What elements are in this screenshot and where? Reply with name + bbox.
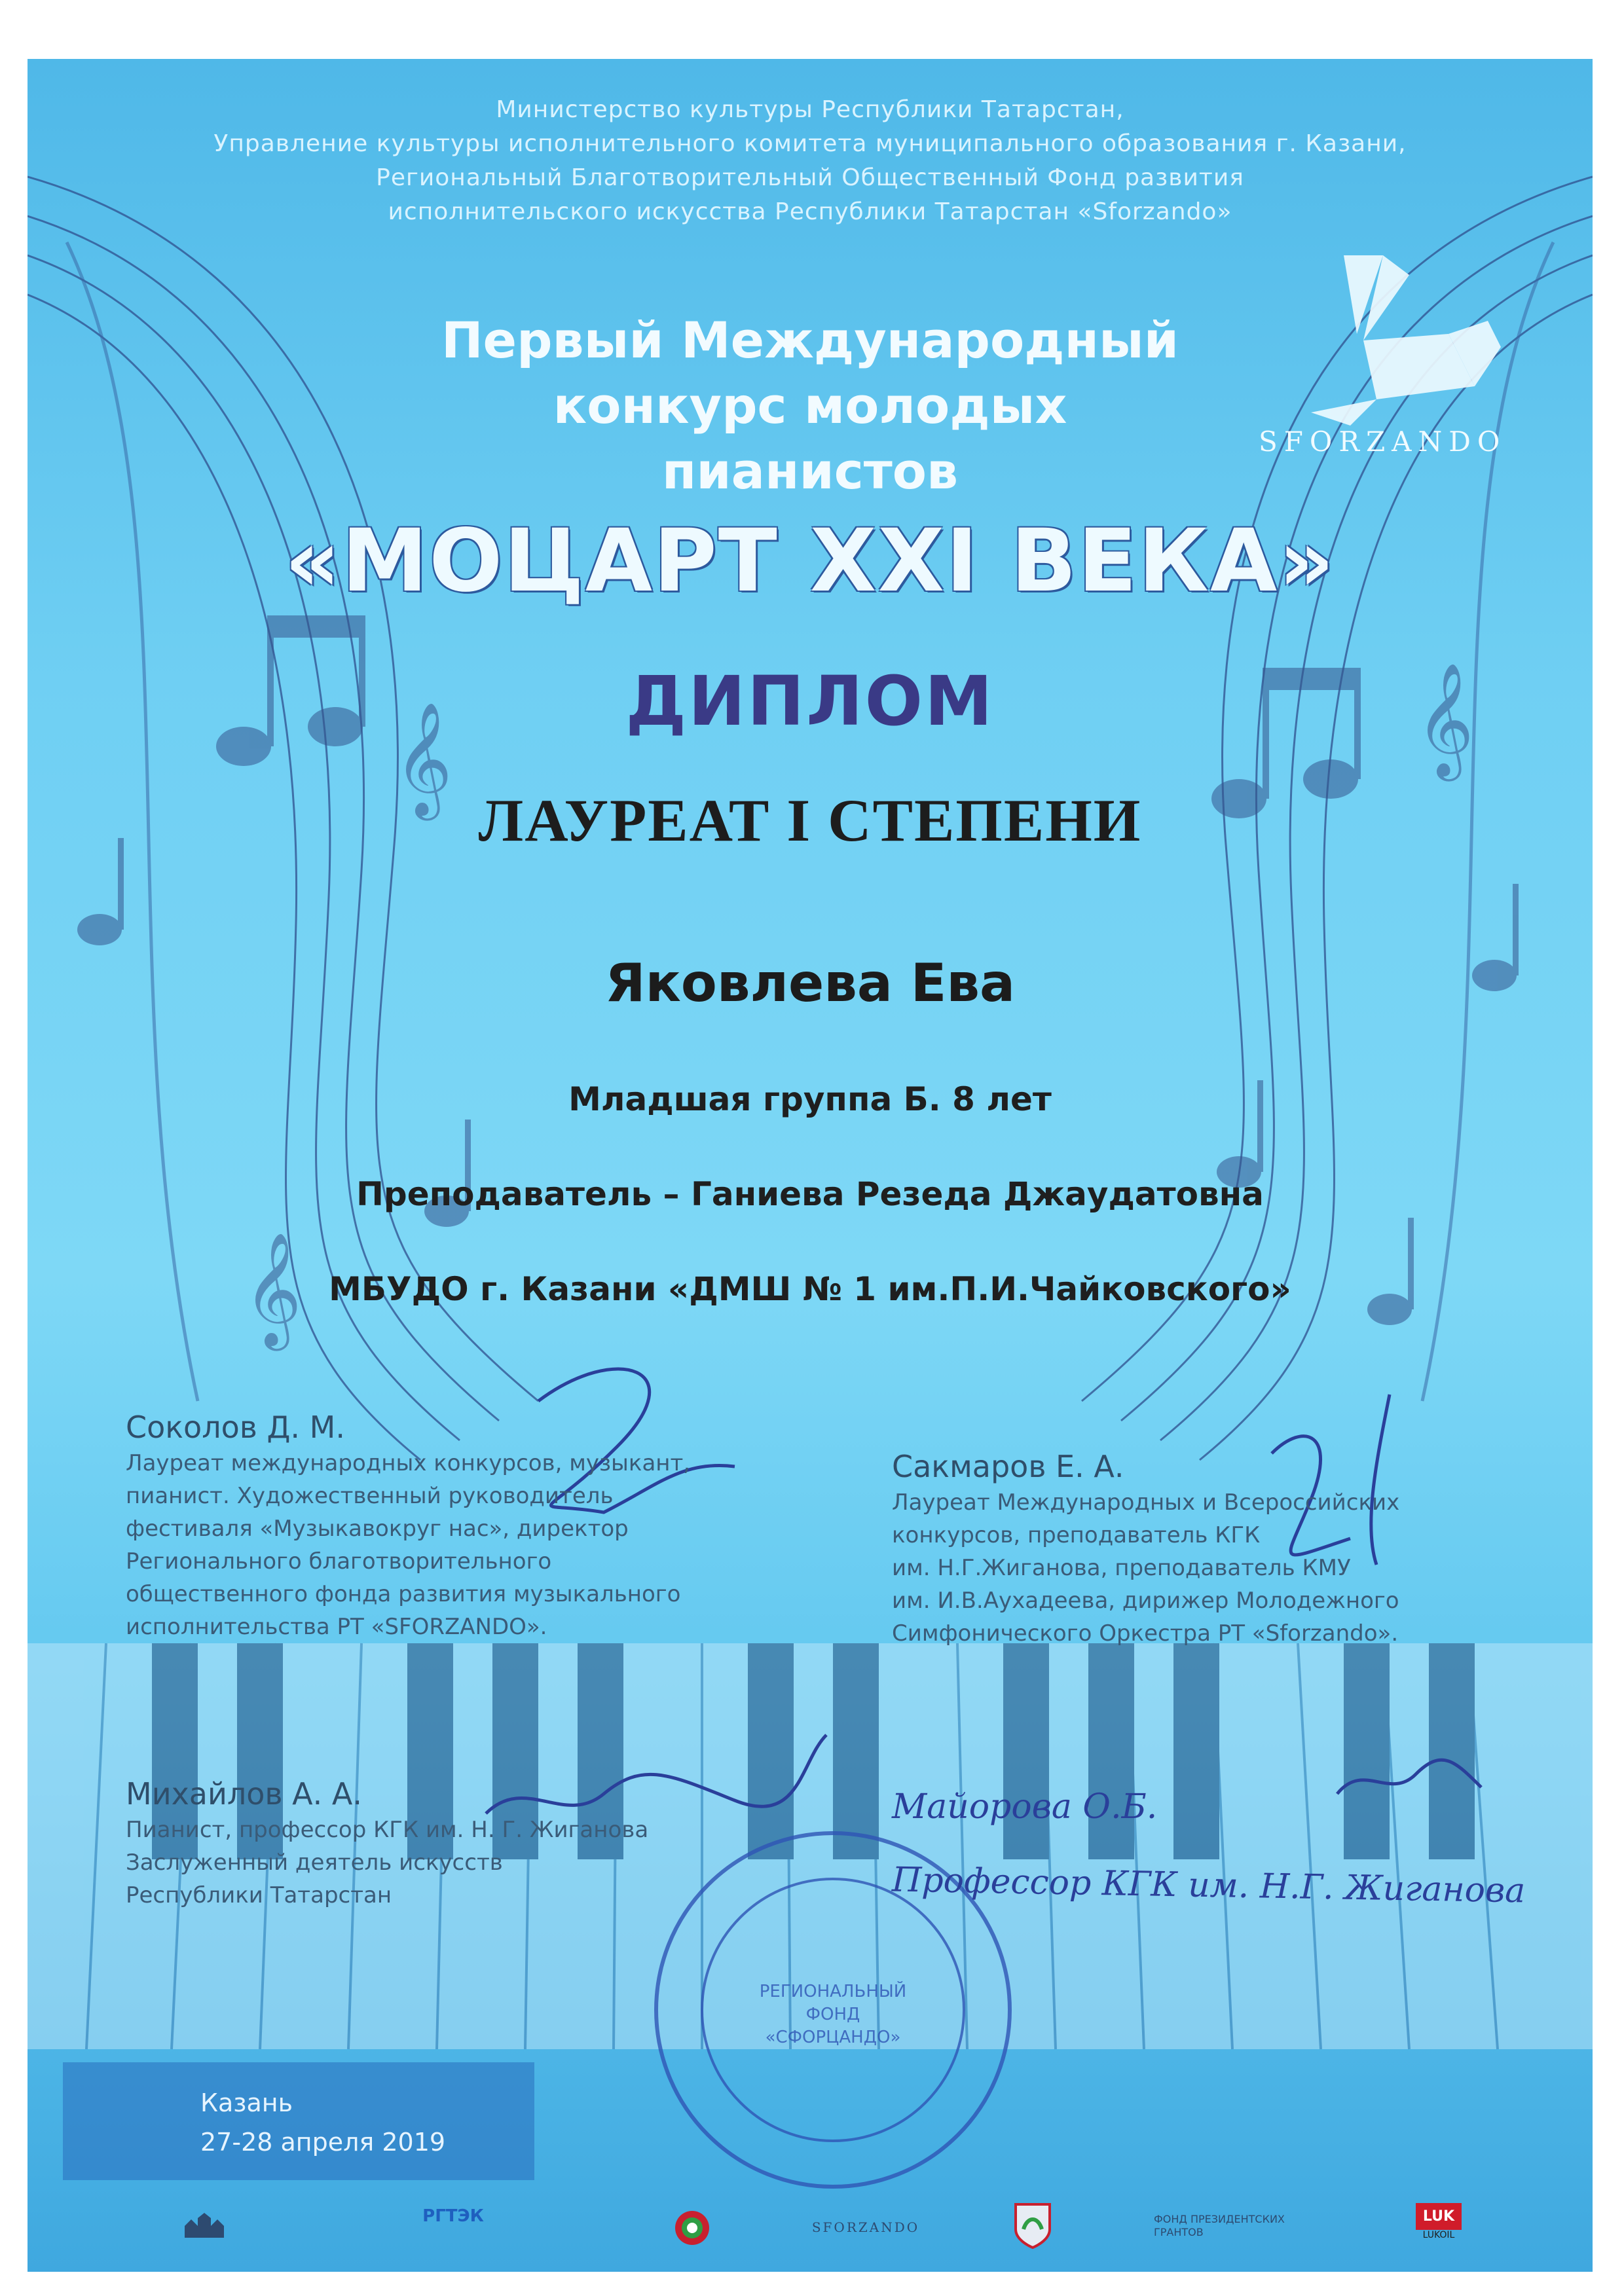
lukoil-wordmark: LUKOIL: [1422, 2230, 1455, 2240]
event-city: Казань: [200, 2088, 293, 2117]
jury-description: [892, 1486, 1399, 1650]
jury-desc-line: конкурсов, преподаватель КГК: [892, 1522, 1261, 1548]
age-group: Младшая группа Б. 8 лет: [568, 1080, 1052, 1118]
jury-description: [126, 1447, 690, 1643]
jury-desc-line: Симфонического Оркестра РТ «Sforzando».: [892, 1620, 1399, 1647]
event-dates: 27-28 апреля 2019: [200, 2128, 446, 2157]
jury-name: Сакмаров Е. А.: [892, 1449, 1124, 1484]
school-name: МБУДО г. Казани «ДМШ № 1 им.П.И.Чайковского»: [329, 1270, 1291, 1308]
handwritten-title: Профессор КГК им. Н.Г. Жиганова: [891, 1860, 1526, 1911]
sforzando-logo-text: SFORZANDO: [1259, 426, 1507, 458]
jury-desc-line: фестиваля «Музыкавокруг нас», директор: [126, 1516, 629, 1542]
jury-member-sokolov: [126, 1408, 690, 1643]
jury-desc-line: Регионального благотворительного: [126, 1548, 552, 1575]
jury-desc-line: им. И.В.Аухадеева, дирижер Молодежного: [892, 1588, 1399, 1614]
organizer-line: Управление культуры исполнительного комитета муниципального образования г. Казани,: [213, 130, 1407, 157]
svg-text:«СФОРЦАНДО»: «СФОРЦАНДО»: [765, 2028, 901, 2047]
lukoil-mark-icon: LUK: [1416, 2203, 1462, 2230]
handwritten-name: Майорова О.Б.: [892, 1787, 1158, 1827]
title-line: Первый Международный: [441, 311, 1179, 369]
award-degree: ЛАУРЕАТ I СТЕПЕНИ: [478, 787, 1142, 854]
treble-clef-icon: 𝄞: [1416, 663, 1474, 776]
jury-name: Михайлов А. А.: [126, 1776, 362, 1812]
title-line: конкурс молодых: [553, 376, 1067, 435]
jury-desc-line: Лауреат международных конкурсов, музыкант,: [126, 1450, 691, 1476]
kazan-coat-of-arms-icon: [1010, 2203, 1056, 2252]
lukoil-logo: [1416, 2203, 1462, 2240]
jury-name: Соколов Д. М.: [126, 1410, 345, 1445]
jury-description: [126, 1813, 648, 1912]
recipient-name: Яковлева Ева: [604, 953, 1016, 1013]
treble-clef-icon: 𝄞: [244, 1232, 302, 1346]
jury-desc-line: Пианист, профессор КГК им. Н. Г. Жиганова: [126, 1817, 649, 1843]
organizer-line: Министерство культуры Республики Татарстан,: [496, 96, 1124, 123]
rgtek-logo: РГТЭК: [422, 2206, 484, 2226]
kazan-kremlin-logo-icon: [178, 2213, 231, 2242]
treble-clef-icon: 𝄞: [394, 702, 452, 816]
organizers-header: [28, 93, 1593, 229]
jury-desc-line: Лауреат Международных и Всероссийских: [892, 1489, 1400, 1516]
jury-desc-line: Республики Татарстан: [126, 1882, 392, 1908]
event-location-box: [63, 2062, 534, 2180]
title-line: пианистов: [661, 442, 959, 500]
contest-title: [28, 308, 1593, 504]
jury-desc-line: общественного фонда развития музыкального: [126, 1581, 681, 1607]
svg-text:ФОНД: ФОНД: [805, 2005, 860, 2024]
jury-desc-line: пианист. Художественный руководитель: [126, 1483, 614, 1509]
jury-member-sakmarov: [892, 1447, 1399, 1650]
presidential-grants-logo: ФОНД ПРЕЗИДЕНТСКИХ ГРАНТОВ: [1154, 2213, 1285, 2238]
jury-desc-line: исполнительства РТ «SFORZANDO».: [126, 1614, 547, 1640]
svg-text:РЕГИОНАЛЬНЫЙ: РЕГИОНАЛЬНЫЙ: [759, 1982, 907, 2001]
organizer-line: исполнительского искусства Республики Татарстан «Sforzando»: [388, 198, 1232, 225]
jury-desc-line: им. Н.Г.Жиганова, преподаватель КМУ: [892, 1555, 1351, 1581]
diploma-sheet: [28, 59, 1593, 2272]
jury-member-mikhailov: [126, 1774, 648, 1912]
diploma-label: ДИПЛОМ: [625, 661, 995, 741]
jury-desc-line: Заслуженный деятель искусств: [126, 1850, 503, 1876]
organizer-line: Региональный Благотворительный Общественный Фонд развития: [376, 164, 1244, 191]
tatarstan-emblem-icon: [669, 2210, 715, 2250]
teacher-name: Преподаватель – Ганиева Резеда Джаудатовна: [356, 1175, 1264, 1213]
sforzando-sponsor-logo: SFORZANDO: [811, 2219, 920, 2235]
contest-name: «МОЦАРТ XXI ВЕКА»: [284, 511, 1336, 611]
